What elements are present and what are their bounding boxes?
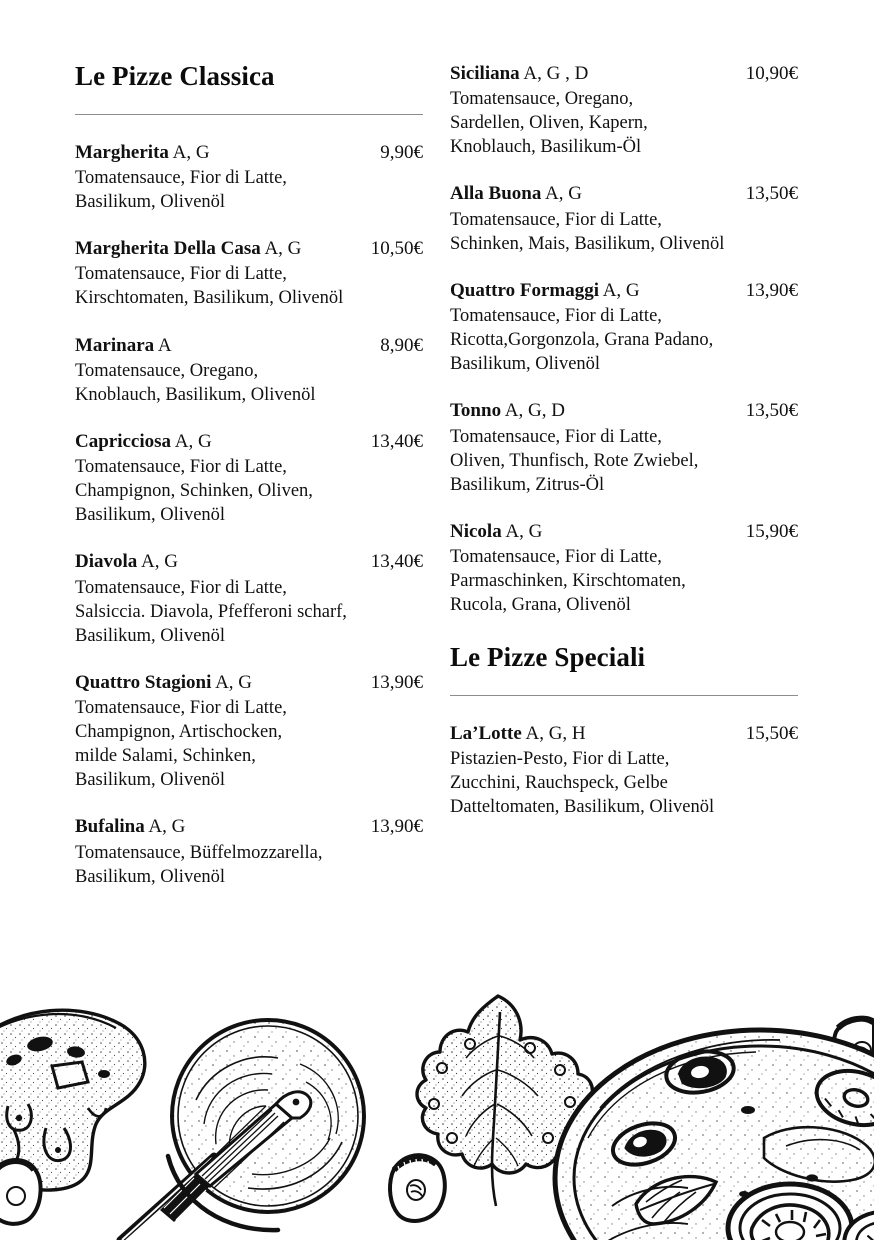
menu-item-allergens: A, G [602,279,640,301]
menu-item-price: 15,50€ [745,722,798,744]
menu-item-list-classica-continued [450,62,798,617]
pizza-slice-illustration [0,998,180,1208]
menu-item-allergens: A, G [140,551,178,573]
menu-item-allergens: A, G [172,141,210,163]
menu-item [450,279,798,376]
menu-item-price: 13,90€ [745,279,798,301]
description-line: Sardellen, Oliven, Kapern, [450,113,648,134]
menu-item-description [450,304,790,376]
menu-item-allergens: A, G [215,671,253,693]
menu-item-title [450,399,565,423]
menu-item-allergens: A [157,334,172,356]
menu-item-allergens: A, G [148,816,186,838]
menu-item [75,334,423,407]
menu-item-description [75,166,415,214]
menu-item-name: Marinara [75,334,155,356]
menu-item-title [75,550,178,574]
menu-item [75,237,423,310]
menu-item-title [450,182,582,206]
menu-item-name: Alla Buona [450,183,542,205]
description-line: Basilikum, Olivenöl [450,354,601,375]
description-line: Parmaschinken, Kirschtomaten, [450,571,686,592]
menu-item-price: 13,90€ [370,671,423,693]
menu-item-allergens: A, G [264,238,302,260]
menu-item-description [450,747,790,819]
description-line: Champignon, Artischocken, [75,722,283,743]
menu-item-name: La’Lotte [450,722,522,744]
description-line: Basilikum, Olivenöl [75,866,226,887]
menu-item [450,182,798,255]
menu-item-header [75,671,423,695]
menu-item-price: 13,40€ [370,551,423,573]
description-line: Tomatensauce, Oregano, [450,89,634,110]
description-line: Zucchini, Rauchspeck, Gelbe [450,773,668,794]
menu-item-allergens: A, G, D [504,400,565,422]
description-line: Basilikum, Olivenöl [75,505,226,526]
menu-item-name: Bufalina [75,816,145,838]
description-line: Tomatensauce, Fior di Latte, [75,168,287,188]
garlic-clove-illustration [0,1160,41,1224]
menu-item-name: Capricciosa [75,430,172,452]
food-illustration-svg [0,978,874,1240]
menu-item [75,430,423,527]
description-line: Tomatensauce, Fior di Latte, [75,577,287,598]
menu-item-description [75,262,415,310]
menu-item-name: Siciliana [450,63,520,84]
description-line: Knoblauch, Basilikum, Olivenöl [75,384,316,405]
menu-item-price: 10,50€ [370,238,423,260]
garlic-clove-illustration [390,1155,445,1221]
arugula-leaf-illustration [410,988,610,1206]
menu-item-price: 13,50€ [745,183,798,205]
description-line: Tomatensauce, Oregano, [75,360,259,381]
menu-item-allergens: A, G , D [523,63,589,84]
food-illustration [0,978,874,1240]
menu-item-header [450,62,798,86]
menu-item-price: 13,40€ [370,430,423,452]
section-heading-classica: Le Pizze Classica [75,61,275,91]
description-line: Ricotta,Gorgonzola, Grana Padano, [450,330,714,351]
menu-item-header [75,141,423,165]
menu-item-name: Nicola [450,520,502,542]
menu-item-header [450,722,798,746]
menu-item-header [75,334,423,358]
menu-item-allergens: A, G, H [525,722,586,744]
menu-item-description [75,841,415,889]
menu-item-description [450,87,790,159]
menu-item-title [75,237,301,261]
menu-item [450,62,798,159]
menu-item-title [450,279,640,303]
menu-item-name: Quattro Stagioni [75,671,212,693]
description-line: Champignon, Schinken, Oliven, [75,481,313,502]
menu-item-name: Diavola [75,551,138,573]
menu-item-title [75,815,185,839]
menu-item-description [75,359,415,407]
menu-item-allergens: A, G [174,430,212,452]
menu-item [75,141,423,214]
section-divider-classica [75,114,423,115]
description-line: Tomatensauce, Fior di Latte, [450,209,662,230]
menu-item-price: 15,90€ [745,520,798,542]
description-line: Tomatensauce, Fior di Latte, [450,547,662,568]
dough-ball-illustration [120,1018,370,1240]
menu-item-name: Quattro Formaggi [450,279,599,301]
menu-item-description [75,455,415,527]
description-line: Basilikum, Olivenöl [75,770,226,791]
menu-item-description [450,545,790,617]
menu-item-allergens: A, G [505,520,543,542]
menu-item [450,520,798,617]
description-line: Kirschtomaten, Basilikum, Olivenöl [75,288,344,309]
description-line: Datteltomaten, Basilikum, Olivenöl [450,797,715,818]
menu-item-price: 9,90€ [380,141,423,163]
menu-item-allergens: A, G [545,183,582,205]
menu-item-title [75,141,210,165]
section-divider-speciali [450,695,798,696]
menu-item-price: 13,50€ [745,400,798,422]
description-line: Tomatensauce, Büffelmozzarella, [75,842,323,863]
description-line: Salsiccia. Diavola, Pfefferoni scharf, [75,601,347,622]
description-line: Oliven, Thunfisch, Rote Zwiebel, [450,450,699,471]
description-line: Tomatensauce, Fior di Latte, [75,457,287,478]
description-line: Basilikum, Zitrus-Öl [450,474,605,495]
menu-item-list-speciali [450,722,798,819]
menu-item [75,671,423,793]
menu-item-title [450,722,586,746]
menu-item-description [450,425,790,497]
menu-column-right [450,0,798,819]
menu-item-header [75,237,423,261]
menu-item-title [450,520,542,544]
menu-item-header [75,815,423,839]
menu-item-name: Tonno [450,400,502,422]
menu-item-header [450,520,798,544]
menu-item-title [75,334,172,358]
menu-item-description [75,696,415,792]
menu-item-header [450,279,798,303]
menu-item-header [450,399,798,423]
description-line: Tomatensauce, Fior di Latte, [75,698,287,719]
menu-item-name: Margherita [75,141,169,163]
description-line: Basilikum, Olivenöl [75,625,226,646]
menu-item-title [75,430,212,454]
menu-item-header [75,550,423,574]
description-line: Rucola, Grana, Olivenöl [450,595,631,616]
menu-item-description [75,576,415,648]
menu-column-left [75,0,423,889]
menu-item [450,399,798,496]
menu-item-header [450,182,798,206]
menu-item-price: 10,90€ [745,63,798,84]
description-line: Knoblauch, Basilikum-Öl [450,137,642,158]
section-heading-speciali: Le Pizze Speciali [450,642,646,673]
menu-item-title [75,671,252,695]
menu-item-price: 13,90€ [370,816,423,838]
garlic-clove-illustration [834,1019,874,1085]
description-line: Tomatensauce, Fior di Latte, [450,426,662,447]
description-line: Tomatensauce, Fior di Latte, [75,264,287,285]
menu-item-price: 8,90€ [380,334,423,356]
description-line: Tomatensauce, Fior di Latte, [450,306,662,327]
description-line: Pistazien-Pesto, Fior di Latte, [450,749,670,770]
description-line: milde Salami, Schinken, [75,746,256,767]
description-line: Schinken, Mais, Basilikum, Olivenöl [450,233,725,254]
section-speciali [450,643,798,819]
menu-item-header [75,430,423,454]
menu-item-title [450,62,588,86]
description-line: Basilikum, Olivenöl [75,192,226,213]
whole-pizza-illustration [555,1030,874,1240]
menu-item [75,550,423,647]
menu-item-description [450,208,790,256]
menu-item-list-classica [75,141,423,889]
menu-item [450,722,798,819]
menu-item-name: Margherita Della Casa [75,238,261,260]
menu-item [75,815,423,888]
